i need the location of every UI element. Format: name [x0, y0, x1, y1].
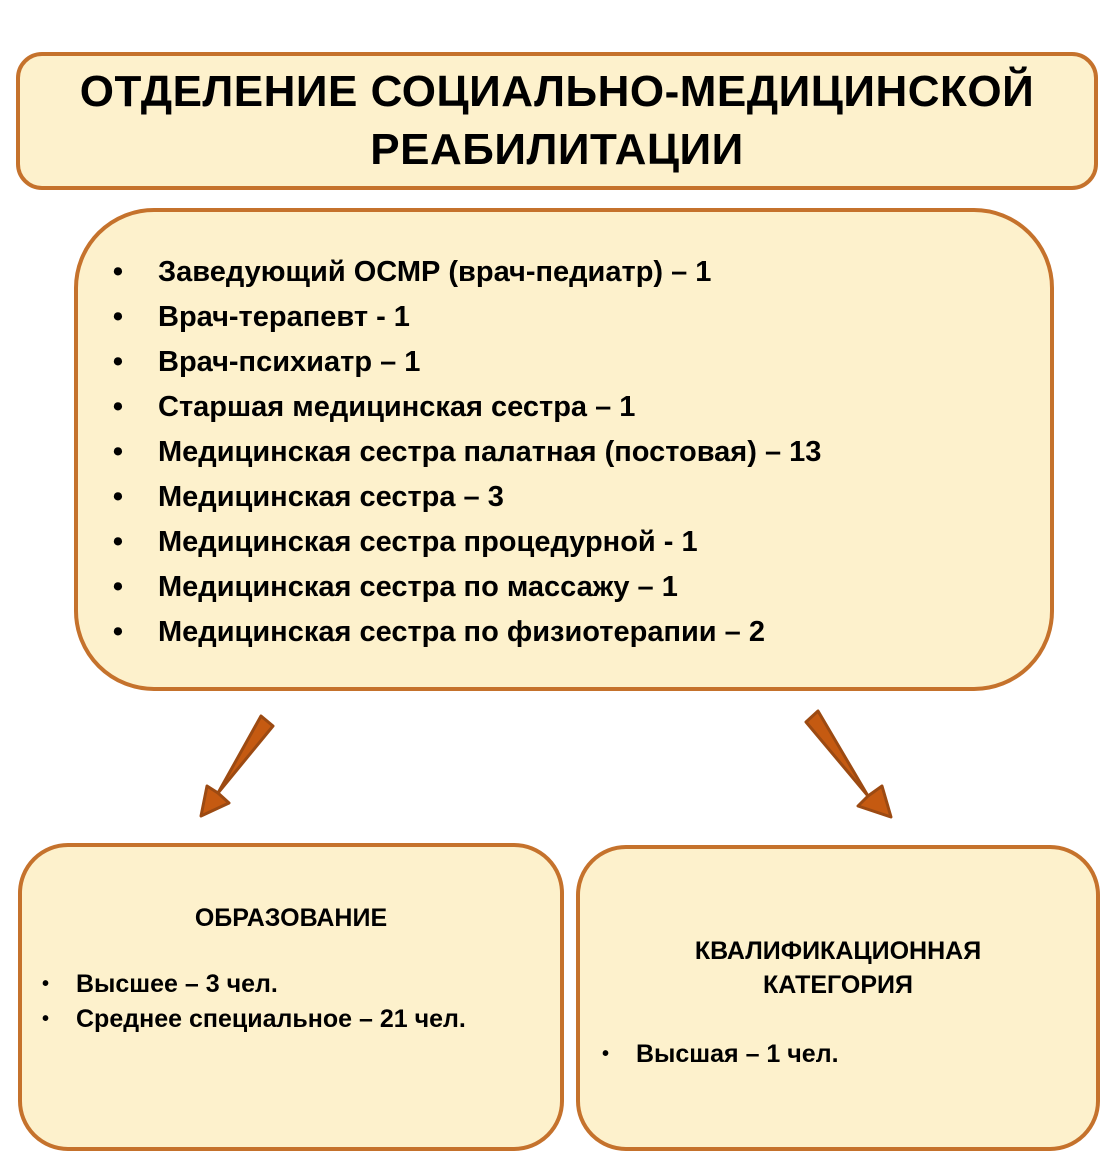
education-item-label: Высшее – 3 чел.	[76, 970, 278, 998]
arrow-left-icon	[201, 716, 273, 816]
bullet: •	[112, 616, 124, 648]
qualification-title-line-1: КВАЛИФИКАЦИОННАЯ	[694, 937, 982, 965]
bullet: •	[112, 436, 124, 468]
staff-item-label: Медицинская сестра палатная (постовая) – 13	[158, 436, 822, 468]
bullet: •	[42, 1008, 50, 1030]
bullet: •	[112, 571, 124, 603]
staff-item-label: Врач-терапевт - 1	[158, 301, 410, 333]
staff-item-label: Старшая медицинская сестра – 1	[158, 391, 636, 423]
bullet: •	[112, 391, 124, 423]
qualification-item-label: Высшая – 1 чел.	[636, 1040, 839, 1068]
bullet: •	[42, 973, 50, 995]
staff-item-label: Медицинская сестра процедурной - 1	[158, 526, 698, 558]
education-item-label: Среднее специальное – 21 чел.	[76, 1005, 466, 1033]
title-line-2: РЕАБИЛИТАЦИИ	[370, 125, 744, 174]
qualification-box	[576, 845, 1100, 1151]
bullet: •	[602, 1043, 610, 1065]
education-title: ОБРАЗОВАНИЕ	[194, 904, 388, 932]
education-box	[18, 843, 564, 1151]
bullet: •	[112, 481, 124, 513]
qualification-title-line-2: КАТЕГОРИЯ	[763, 971, 913, 999]
qualification-list	[582, 1037, 839, 1072]
staff-item-label: Медицинская сестра – 3	[158, 481, 504, 513]
education-item	[22, 1002, 466, 1037]
bullet: •	[112, 526, 124, 558]
title-line-1: ОТДЕЛЕНИЕ СОЦИАЛЬНО-МЕДИЦИНСКОЙ	[79, 67, 1035, 116]
arrow-right-icon	[806, 711, 891, 817]
qualification-title	[580, 934, 1096, 1002]
staff-item-label: Заведующий ОСМР (врач-педиатр) – 1	[158, 256, 712, 288]
bullet: •	[112, 301, 124, 333]
staff-item-label: Врач-психиатр – 1	[158, 346, 421, 378]
staff-item-label: Медицинская сестра по массажу – 1	[158, 571, 678, 603]
bullet: •	[112, 256, 124, 288]
education-list	[22, 967, 466, 1037]
qualification-item	[582, 1037, 839, 1072]
education-item	[22, 967, 466, 1002]
staff-item-label: Медицинская сестра по физиотерапии – 2	[158, 616, 765, 648]
bullet: •	[112, 346, 124, 378]
